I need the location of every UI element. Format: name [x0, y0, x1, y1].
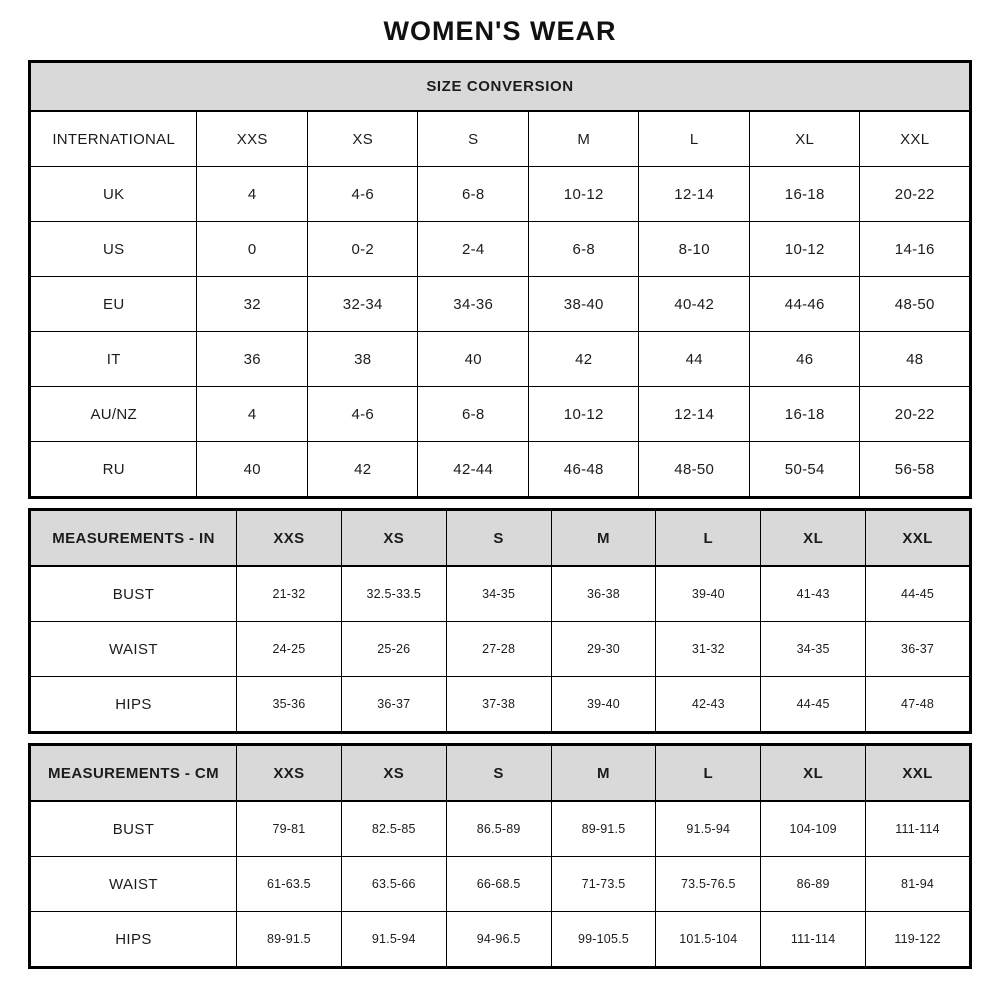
column-header-xxs: XXS — [237, 510, 342, 567]
table-row-hips-in — [30, 677, 971, 733]
table-row — [30, 745, 971, 802]
table-cell: 10-12 — [749, 222, 860, 277]
table-cell: 40 — [197, 442, 308, 498]
table-row-aunz — [30, 387, 971, 442]
table-cell: 73.5-76.5 — [656, 857, 761, 912]
table-cell: 35-36 — [237, 677, 342, 733]
table-cell: 2-4 — [418, 222, 529, 277]
column-header-xxl: XXL — [860, 111, 971, 167]
table-cell: 101.5-104 — [656, 912, 761, 968]
table-cell: 71-73.5 — [551, 857, 656, 912]
table-row-uk — [30, 167, 971, 222]
column-header-s: S — [418, 111, 529, 167]
table-row-bust-in — [30, 566, 971, 622]
table-cell: 91.5-94 — [656, 801, 761, 857]
table-cell: 32-34 — [307, 277, 418, 332]
table-cell: 38-40 — [528, 277, 639, 332]
row-label: HIPS — [30, 912, 237, 968]
row-label: EU — [30, 277, 197, 332]
table-cell: 10-12 — [528, 387, 639, 442]
table-cell: 4 — [197, 387, 308, 442]
column-header-xs: XS — [341, 510, 446, 567]
table-cell: 8-10 — [639, 222, 750, 277]
table-cell: 24-25 — [237, 622, 342, 677]
table-cell: 44-46 — [749, 277, 860, 332]
table-cell: 12-14 — [639, 387, 750, 442]
table-cell: 36-38 — [551, 566, 656, 622]
table-cell: 94-96.5 — [446, 912, 551, 968]
size-conversion-title: SIZE CONVERSION — [30, 62, 971, 112]
table-cell: 32 — [197, 277, 308, 332]
row-label: RU — [30, 442, 197, 498]
table-row-hips-cm — [30, 912, 971, 968]
column-header-s: S — [446, 510, 551, 567]
table-cell: 42 — [528, 332, 639, 387]
table-row-bust-cm — [30, 801, 971, 857]
row-label: US — [30, 222, 197, 277]
table-cell: 20-22 — [860, 387, 971, 442]
table-cell: 79-81 — [237, 801, 342, 857]
column-header-xxl: XXL — [866, 510, 971, 567]
table-cell: 27-28 — [446, 622, 551, 677]
table-cell: 47-48 — [866, 677, 971, 733]
size-conversion-table — [28, 60, 972, 499]
column-header-xxs: XXS — [237, 745, 342, 802]
table-row — [30, 510, 971, 567]
table-cell: 48 — [860, 332, 971, 387]
row-label: UK — [30, 167, 197, 222]
table-cell: 25-26 — [341, 622, 446, 677]
table-cell: 34-35 — [446, 566, 551, 622]
measurements-cm-table — [28, 743, 972, 969]
table-cell: 36 — [197, 332, 308, 387]
table-cell: 104-109 — [761, 801, 866, 857]
table-cell: 56-58 — [860, 442, 971, 498]
measurements-in-title: MEASUREMENTS - IN — [30, 510, 237, 567]
table-cell: 34-35 — [761, 622, 866, 677]
table-cell: 44-45 — [761, 677, 866, 733]
table-cell: 40 — [418, 332, 529, 387]
table-row — [30, 62, 971, 112]
column-header-xl: XL — [749, 111, 860, 167]
table-cell: 99-105.5 — [551, 912, 656, 968]
table-cell: 111-114 — [761, 912, 866, 968]
table-cell: 4-6 — [307, 167, 418, 222]
row-label: BUST — [30, 801, 237, 857]
table-cell: 42-43 — [656, 677, 761, 733]
table-cell: 39-40 — [551, 677, 656, 733]
table-cell: 61-63.5 — [237, 857, 342, 912]
page-title: WOMEN'S WEAR — [383, 16, 617, 46]
table-cell: 86-89 — [761, 857, 866, 912]
table-cell: 21-32 — [237, 566, 342, 622]
column-header-xxl: XXL — [866, 745, 971, 802]
table-cell: 29-30 — [551, 622, 656, 677]
column-header-xs: XS — [307, 111, 418, 167]
table-cell: 6-8 — [528, 222, 639, 277]
table-cell: 0-2 — [307, 222, 418, 277]
table-cell: 44 — [639, 332, 750, 387]
table-cell: 4-6 — [307, 387, 418, 442]
column-header-xl: XL — [761, 745, 866, 802]
table-cell: 111-114 — [866, 801, 971, 857]
table-cell: 6-8 — [418, 387, 529, 442]
table-cell: 82.5-85 — [341, 801, 446, 857]
table-cell: 91.5-94 — [341, 912, 446, 968]
column-header-xxs: XXS — [197, 111, 308, 167]
table-cell: 14-16 — [860, 222, 971, 277]
table-cell: 81-94 — [866, 857, 971, 912]
table-cell: 38 — [307, 332, 418, 387]
table-row — [30, 111, 971, 167]
table-cell: 46 — [749, 332, 860, 387]
measurements-cm-title: MEASUREMENTS - CM — [30, 745, 237, 802]
table-row-waist-cm — [30, 857, 971, 912]
row-label: WAIST — [30, 857, 237, 912]
table-cell: 46-48 — [528, 442, 639, 498]
table-cell: 31-32 — [656, 622, 761, 677]
table-row-it — [30, 332, 971, 387]
table-cell: 34-36 — [418, 277, 529, 332]
column-header-xs: XS — [341, 745, 446, 802]
table-row-ru — [30, 442, 971, 498]
table-cell: 0 — [197, 222, 308, 277]
column-header-international: INTERNATIONAL — [30, 111, 197, 167]
table-cell: 50-54 — [749, 442, 860, 498]
table-cell: 12-14 — [639, 167, 750, 222]
table-row-us — [30, 222, 971, 277]
table-cell: 16-18 — [749, 167, 860, 222]
row-label: IT — [30, 332, 197, 387]
column-header-xl: XL — [761, 510, 866, 567]
table-cell: 6-8 — [418, 167, 529, 222]
column-header-m: M — [551, 510, 656, 567]
column-header-m: M — [551, 745, 656, 802]
table-cell: 36-37 — [341, 677, 446, 733]
column-header-l: L — [639, 111, 750, 167]
column-header-l: L — [656, 745, 761, 802]
table-row-waist-in — [30, 622, 971, 677]
row-label: BUST — [30, 566, 237, 622]
table-cell: 63.5-66 — [341, 857, 446, 912]
table-cell: 20-22 — [860, 167, 971, 222]
table-cell: 16-18 — [749, 387, 860, 442]
table-cell: 48-50 — [639, 442, 750, 498]
table-cell: 40-42 — [639, 277, 750, 332]
row-label: HIPS — [30, 677, 237, 733]
table-cell: 36-37 — [866, 622, 971, 677]
table-cell: 42-44 — [418, 442, 529, 498]
table-cell: 119-122 — [866, 912, 971, 968]
table-cell: 66-68.5 — [446, 857, 551, 912]
table-row-eu — [30, 277, 971, 332]
row-label: WAIST — [30, 622, 237, 677]
table-cell: 86.5-89 — [446, 801, 551, 857]
table-cell: 37-38 — [446, 677, 551, 733]
table-cell: 39-40 — [656, 566, 761, 622]
column-header-m: M — [528, 111, 639, 167]
table-cell: 41-43 — [761, 566, 866, 622]
table-cell: 89-91.5 — [551, 801, 656, 857]
column-header-l: L — [656, 510, 761, 567]
row-label: AU/NZ — [30, 387, 197, 442]
table-cell: 89-91.5 — [237, 912, 342, 968]
measurements-in-table — [28, 508, 972, 734]
table-cell: 32.5-33.5 — [341, 566, 446, 622]
column-header-s: S — [446, 745, 551, 802]
table-cell: 10-12 — [528, 167, 639, 222]
table-cell: 4 — [197, 167, 308, 222]
table-cell: 42 — [307, 442, 418, 498]
table-cell: 44-45 — [866, 566, 971, 622]
table-cell: 48-50 — [860, 277, 971, 332]
